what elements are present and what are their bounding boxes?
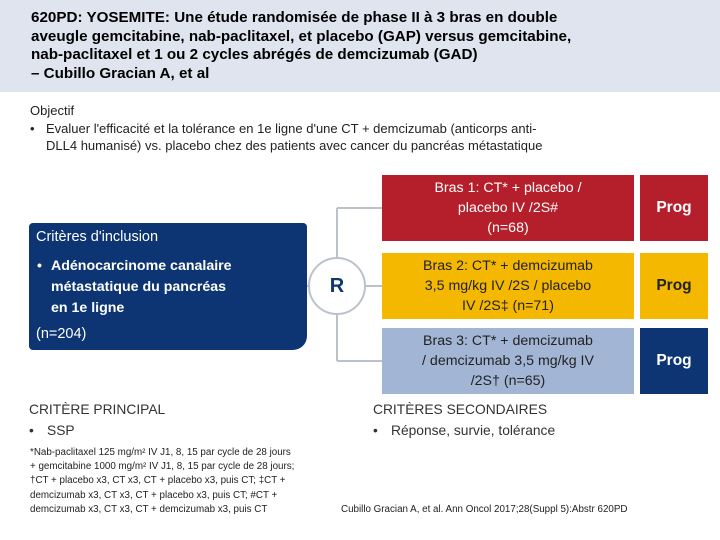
inclusion-bullet <box>37 256 232 319</box>
arm-2-box: Bras 2: CT* + demcizumab 3,5 mg/kg IV /2S / placebo IV /2S‡ (n=71) <box>382 253 634 319</box>
bullet-dot: • <box>37 258 42 274</box>
secondary-endpoints-bullet <box>373 420 555 441</box>
arm-1-box: Bras 1: CT* + placebo / placebo IV /2S# (n=68) <box>382 175 634 241</box>
footnote: *Nab-paclitaxel 125 mg/m² IV J1, 8, 15 par cycle de 28 jours + gemcitabine 1000 mg/m² IV J1, 8, 15 par cycle de 28 jours; †CT + placebo x3, CT x3, CT + placebo x3, puis CT; ‡CT + demcizumab x3, CT x3, CT + placebo x3, puis CT; #CT + demcizumab x3, CT x3, CT + demcizumab x3, puis CT <box>30 447 295 515</box>
inclusion-criteria-box <box>29 223 307 350</box>
inclusion-n: (n=204) <box>36 326 87 342</box>
bullet-dot: • <box>30 120 35 136</box>
arm-2-outcome: Prog <box>640 253 708 319</box>
arm-3-outcome: Prog <box>640 328 708 394</box>
arm-3-box: Bras 3: CT* + demcizumab / demcizumab 3,5 mg/kg IV /2S† (n=65) <box>382 328 634 394</box>
primary-endpoint <box>29 399 165 441</box>
primary-endpoint-bullet <box>29 420 165 441</box>
inclusion-bullet-text: Adénocarcinome canalaire métastatique du pancréas en 1e ligne <box>51 258 232 316</box>
primary-endpoint-title: CRITÈRE PRINCIPAL <box>29 402 166 417</box>
inclusion-heading: Critères d'inclusion <box>36 229 159 245</box>
slide-title: 620PD: YOSEMITE: Une étude randomisée de phase II à 3 bras en double aveugle gemcitabine, nab-paclitaxel, et placebo (GAP) versus gemcitabine, nab-paclitaxel et 1 ou 2 cycles abrégés de demcizumab (GAD) – Cubillo Gracian A, et al <box>31 9 572 82</box>
primary-endpoint-text: SSP <box>47 423 75 438</box>
secondary-endpoints <box>373 399 555 441</box>
objective-text: Evaluer l'efficacité et la tolérance en 1e ligne d'une CT + demcizumab (anticorps anti- DLL4 humanisé) vs. placebo chez des patients avec cancer du pancréas métastatique <box>46 120 543 153</box>
citation: Cubillo Gracian A, et al. Ann Oncol 2017;28(Suppl 5):Abstr 620PD <box>341 504 628 515</box>
bullet-dot: • <box>29 423 34 438</box>
arm-1-outcome: Prog <box>640 175 708 241</box>
bullet-dot: • <box>373 423 378 438</box>
secondary-endpoints-text: Réponse, survie, tolérance <box>391 423 556 438</box>
secondary-endpoints-title: CRITÈRES SECONDAIRES <box>373 402 548 417</box>
objective-label: Objectif <box>30 103 75 118</box>
randomization-circle: R <box>308 257 366 315</box>
